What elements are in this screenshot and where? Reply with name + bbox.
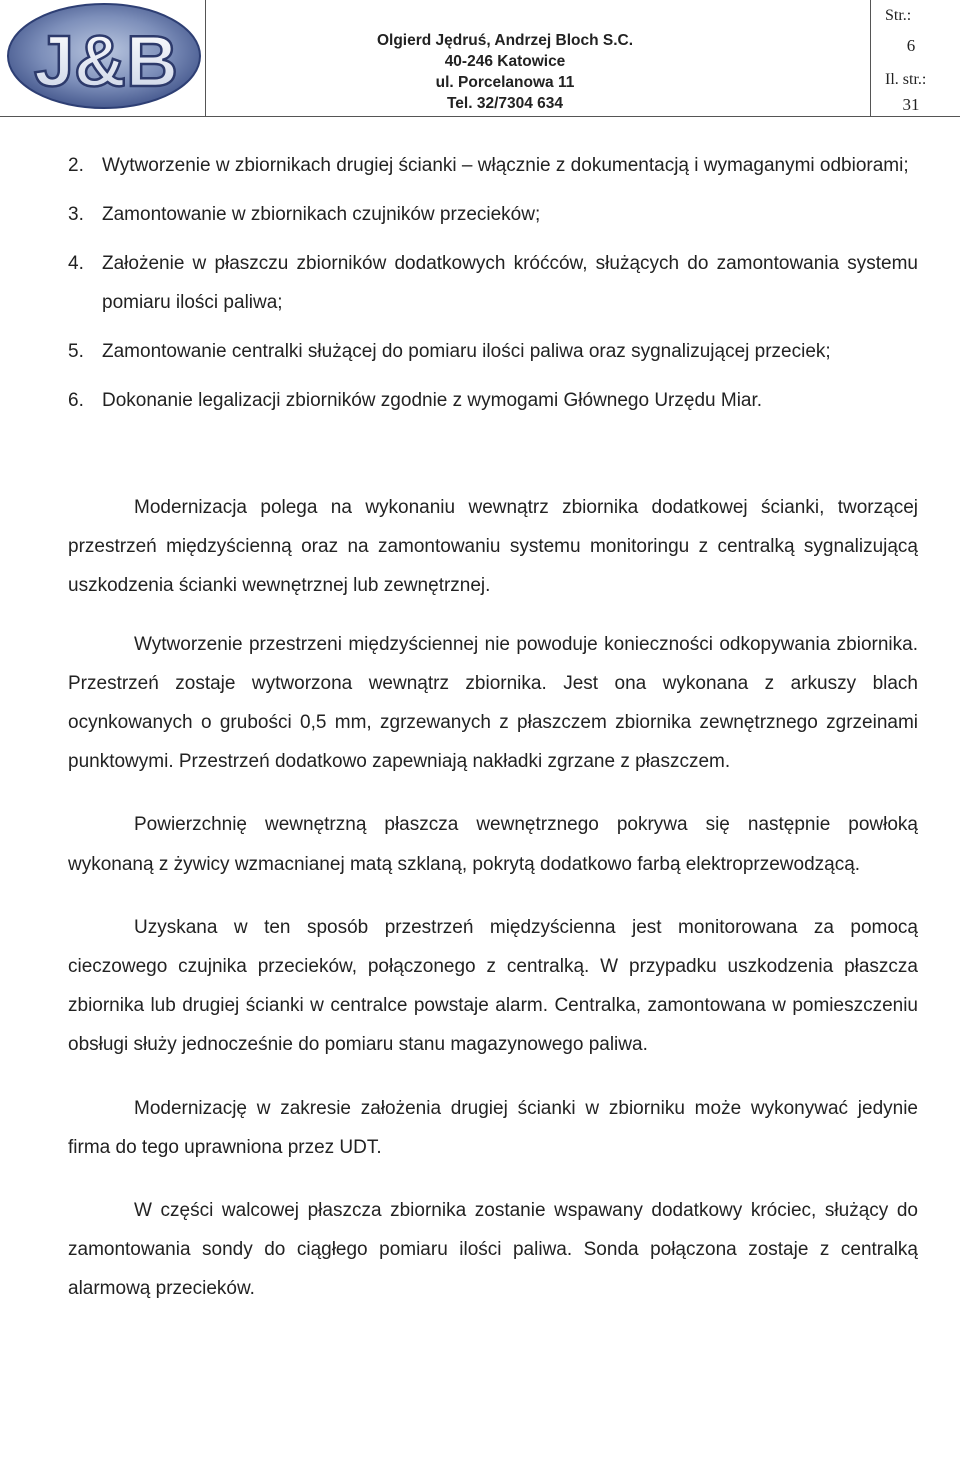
page-info-box: [871, 0, 960, 117]
list-number: 3.: [68, 204, 84, 225]
company-name: Olgierd Jędruś, Andrzej Bloch S.C.: [376, 32, 634, 49]
paragraph: Powierzchnię wewnętrzną płaszcza wewnętrznego pokrywa się następnie powłoką wykonaną z żywicy wzmacnianej matą szklaną, pokrytą dodatkowo farbą elektroprzewodzącą.: [68, 814, 918, 875]
list-text: Dokonanie legalizacji zbiorników zgodnie z wymogami Głównego Urzędu Miar.: [102, 390, 763, 411]
paragraph: Uzyskana w ten sposób przestrzeń międzyścienna jest monitorowana za pomocą cieczowego czujnika przecieków, połączonego z centralką. W przypadku uszkodzenia płaszcza zbiornika lub drugiej ścianki w centralce powstaje alarm. Centralka, zamontowana w pomieszczeniu obsługi służy jednocześnie do pomiaru stanu magazynowego paliwa.: [68, 916, 918, 1056]
list-number: 2.: [68, 155, 84, 176]
page-number: 6: [906, 36, 916, 55]
document-body: [68, 146, 918, 1319]
list-text: Założenie w płaszczu zbiorników dodatkowych króćców, służących do zamontowania systemu pomiaru ilości paliwa;: [102, 253, 918, 313]
list-number: 6.: [68, 390, 84, 411]
section-spacer: [68, 430, 918, 488]
company-city: 40-246 Katowice: [444, 53, 566, 70]
total-pages: 31: [902, 95, 920, 114]
list-item: [68, 146, 918, 185]
paragraph: Modernizacja polega na wykonaniu wewnątrz zbiornika dodatkowej ścianki, tworzącej przestrzeń międzyścienną oraz na zamontowaniu systemu monitoringu z centralką sygnalizującą uszkodzenia ścianki wewnętrznej lub zewnętrznej.: [68, 497, 918, 597]
total-pages-label: Il. str.:: [885, 71, 927, 88]
list-item: [68, 332, 918, 371]
list-number: 4.: [68, 253, 84, 274]
list-text: Zamontowanie w zbiornikach czujników przecieków;: [102, 204, 541, 225]
company-street: ul. Porcelanowa 11: [435, 74, 575, 91]
paragraph: W części walcowej płaszcza zbiornika zostanie wspawany dodatkowy króciec, służący do zamontowania sondy do ciągłego pomiaru ilości paliwa. Sonda połączona zostaje z centralką alarmową przecieków.: [68, 1200, 918, 1300]
logo-text: J&B: [33, 22, 179, 102]
company-phone: Tel. 32/7304 634: [446, 95, 564, 112]
company-logo: [6, 2, 202, 110]
list-item: [68, 244, 918, 322]
paragraph: Wytworzenie przestrzeni międzyściennej nie powoduje konieczności odkopywania zbiornika. Przestrzeń zostaje wytworzona wewnątrz zbiornika. Jest ona wykonana z arkuszy blach ocynkowanych o grubości 0,5 mm, zgrzewanych z płaszczem zbiornika zewnętrznego zgrzeinami punktowymi. Przestrzeń dodatkowo zapewniają nakładki zgrzane z płaszczem.: [68, 633, 918, 773]
header-divider: [205, 0, 206, 117]
page-label: Str.:: [885, 7, 912, 24]
header-bottom-rule: [0, 116, 960, 117]
list-number: 5.: [68, 341, 84, 362]
list-text: Zamontowanie centralki służącej do pomiaru ilości paliwa oraz sygnalizującej przeciek;: [102, 341, 831, 362]
company-info: [360, 30, 650, 114]
list-item: [68, 381, 918, 420]
page-header: [0, 0, 960, 117]
list-text: Wytworzenie w zbiornikach drugiej ścianki – włącznie z dokumentacją i wymaganymi odbiorami;: [102, 155, 909, 176]
paragraph: Modernizację w zakresie założenia drugiej ścianki w zbiorniku może wykonywać jedynie firma do tego uprawniona przez UDT.: [68, 1097, 918, 1158]
list-item: [68, 195, 918, 234]
